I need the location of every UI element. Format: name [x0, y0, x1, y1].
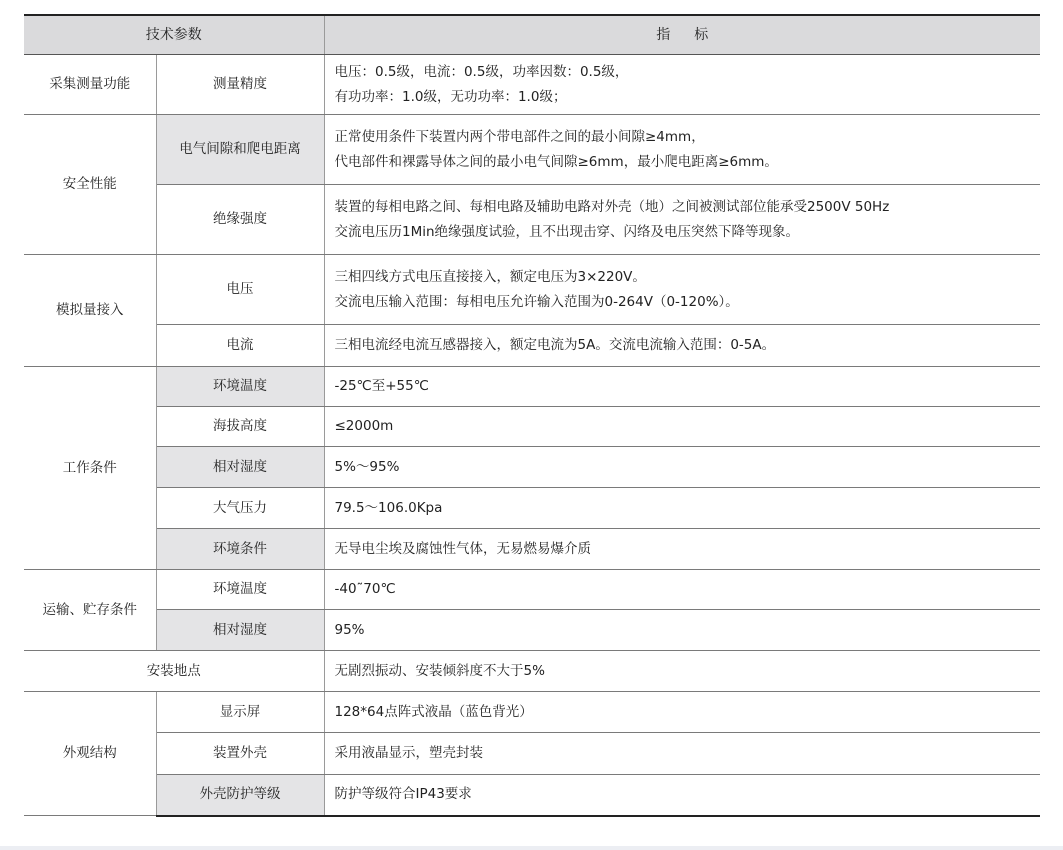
- value-trans-humidity: 95%: [324, 610, 1040, 651]
- value-trans-temp: -40˜70℃: [324, 570, 1040, 610]
- category-appearance: 外观结构: [24, 692, 156, 816]
- value-display: 128*64点阵式液晶（蓝色背光）: [324, 692, 1040, 733]
- table-row: [24, 407, 1040, 447]
- table-row: [24, 367, 1040, 407]
- category-transport: 运输、贮存条件: [24, 570, 156, 651]
- header-spec: [324, 15, 1040, 55]
- param-display: 显示屏: [156, 692, 324, 733]
- table-row: [24, 775, 1040, 816]
- value-line: 电压：0.5级，电流：0.5级，功率因数：0.5级，: [334, 63, 629, 80]
- bottom-band: [0, 846, 1063, 850]
- table-row: [24, 115, 1040, 185]
- param-environment: 环境条件: [156, 529, 324, 570]
- value-line: 代电部件和裸露导体之间的最小电气间隙≥6mm，最小爬电距离≥6mm。: [334, 153, 778, 170]
- spec-table: [24, 14, 1040, 817]
- value-enclosure: 采用液晶显示，塑壳封装: [324, 733, 1040, 775]
- value-line: 正常使用条件下装置内两个带电部件之间的最小间隙≥4mm，: [334, 128, 705, 145]
- table-row: [24, 610, 1040, 651]
- value-clearance: [324, 115, 1040, 185]
- table-row: [24, 651, 1040, 692]
- value-line: 有功功率：1.0级，无功功率：1.0级；: [334, 88, 567, 105]
- value-accuracy: [324, 55, 1040, 115]
- table-row: [24, 529, 1040, 570]
- table-row: [24, 325, 1040, 367]
- param-trans-temp: 环境温度: [156, 570, 324, 610]
- value-current: 三相电流经电流互感器接入，额定电流为5A。交流电流输入范围：0-5A。: [324, 325, 1040, 367]
- value-line: 交流电压历1Min绝缘强度试验，且不出现击穿、闪络及电压突然下降等现象。: [334, 223, 800, 240]
- table-row: [24, 185, 1040, 255]
- table-row: [24, 447, 1040, 488]
- value-install: 无剧烈振动、安装倾斜度不大于5%: [324, 651, 1040, 692]
- table-row: [24, 255, 1040, 325]
- category-analog: 模拟量接入: [24, 255, 156, 367]
- value-line: 三相四线方式电压直接接入，额定电压为3×220V。: [334, 268, 646, 285]
- table-header-row: [24, 15, 1040, 55]
- value-protection: 防护等级符合IP43要求: [324, 775, 1040, 816]
- table-row: [24, 570, 1040, 610]
- param-enclosure: 装置外壳: [156, 733, 324, 775]
- param-clearance: 电气间隙和爬电距离: [156, 115, 324, 185]
- param-work-temp: 环境温度: [156, 367, 324, 407]
- value-insulation: [324, 185, 1040, 255]
- value-environment: 无导电尘埃及腐蚀性气体，无易燃易爆介质: [324, 529, 1040, 570]
- value-altitude: ≤2000m: [324, 407, 1040, 447]
- table-row: [24, 55, 1040, 115]
- param-humidity: 相对湿度: [156, 447, 324, 488]
- param-pressure: 大气压力: [156, 488, 324, 529]
- category-work: 工作条件: [24, 367, 156, 570]
- value-line: 交流电压输入范围：每相电压允许输入范围为0-264V（0-120%）。: [334, 293, 739, 310]
- param-trans-humidity: 相对湿度: [156, 610, 324, 651]
- param-voltage: 电压: [156, 255, 324, 325]
- value-humidity: 5%～95%: [324, 447, 1040, 488]
- param-current: 电流: [156, 325, 324, 367]
- value-line: 装置的每相电路之间、每相电路及辅助电路对外壳（地）之间被测试部位能承受2500V 50Hz: [334, 198, 890, 215]
- param-install: 安装地点: [24, 651, 324, 692]
- header-param: 技术参数: [24, 15, 324, 55]
- value-work-temp: -25℃至+55℃: [324, 367, 1040, 407]
- param-accuracy: 测量精度: [156, 55, 324, 115]
- param-protection: 外壳防护等级: [156, 775, 324, 816]
- table-row: [24, 733, 1040, 775]
- value-pressure: 79.5～106.0Kpa: [324, 488, 1040, 529]
- category-acquisition: 采集测量功能: [24, 55, 156, 115]
- param-insulation: 绝缘强度: [156, 185, 324, 255]
- param-altitude: 海拔高度: [156, 407, 324, 447]
- category-safety: 安全性能: [24, 115, 156, 255]
- table-row: [24, 488, 1040, 529]
- table-row: [24, 692, 1040, 733]
- value-voltage: [324, 255, 1040, 325]
- header-spec-label: 指标: [656, 26, 733, 43]
